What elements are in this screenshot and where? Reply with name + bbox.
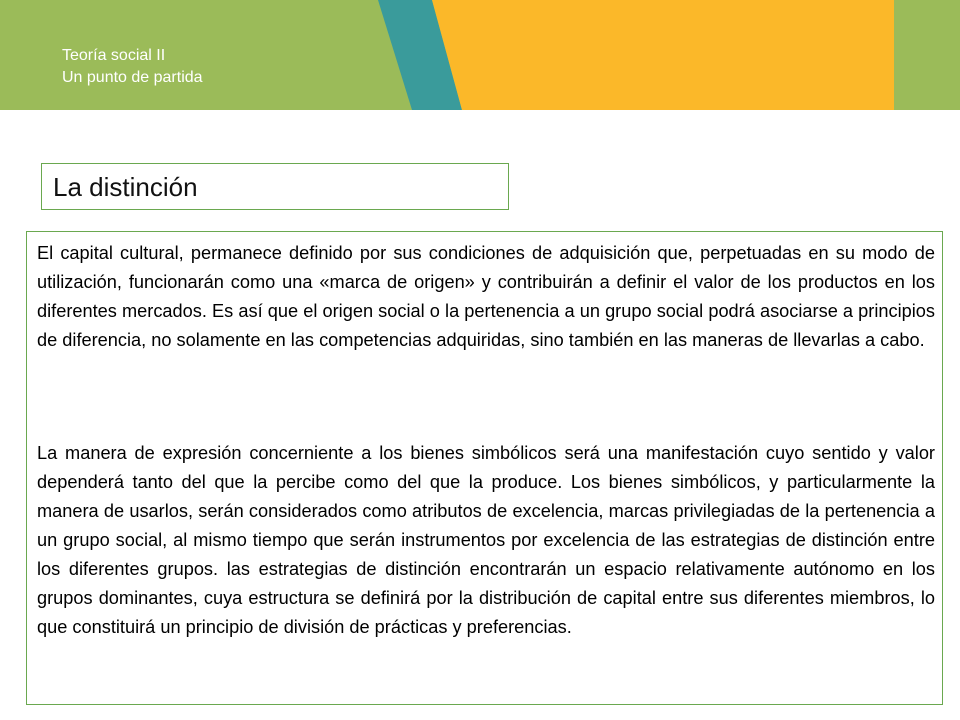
course-title: Teoría social II	[62, 47, 166, 64]
header-text	[62, 45, 203, 89]
slide-body-box	[26, 231, 943, 705]
body-paragraph-2: La manera de expresión concerniente a los bienes simbólicos será una manifestación cuyo sentido y valor dependerá tanto del que la percibe como del que la produce. Los bienes simbólicos, y particularmente la manera de usarlos, serán considerados como atributos de excelencia, marcas privilegiadas de la pertenencia a un grupo social, al mismo tiempo que serán instrumentos por excelencia de las estrategias de distinción entre los diferentes grupos. las estrategias de distinción encontrarán un espacio relativamente autónomo en los grupos dominantes, cuya estructura se definirá por la distribución de capital entre sus diferentes miembros, lo que constituirá un principio de división de prácticas y preferencias.	[37, 443, 935, 637]
banner-yellow-block	[432, 0, 894, 110]
slide-title: La distinción	[53, 172, 198, 202]
header-banner	[0, 0, 960, 110]
body-paragraph-1: El capital cultural, permanece definido por sus condiciones de adquisición que, perpetuadas en su modo de utilización, funcionarán como una «marca de origen» y contribuirán a definir el valor de los productos en los diferentes mercados. Es así que el origen social o la pertenencia a un grupo social podrá asociarse a principios de diferencia, no solamente en las competencias adquiridas, sino también en las maneras de llevarlas a cabo.	[37, 243, 935, 350]
course-subtitle: Un punto de partida	[62, 69, 203, 86]
slide-title-box	[41, 163, 509, 210]
